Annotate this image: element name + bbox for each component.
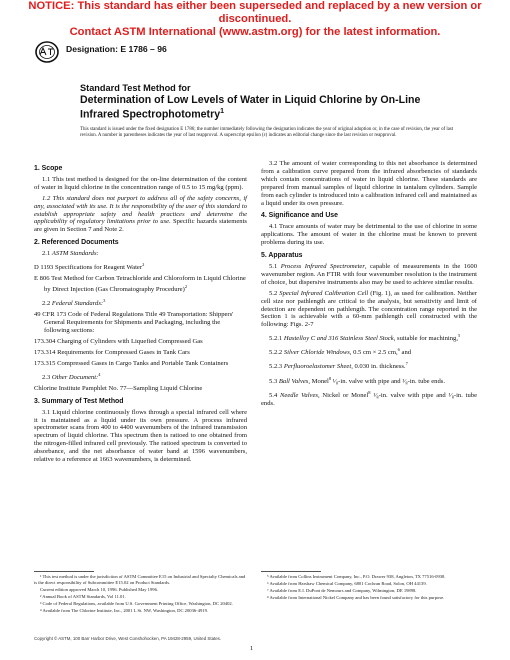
p5-2-3-rest: , 0.030 in. thickness. [351, 363, 406, 371]
p5-3-end: ¹⁄₈-in. valve with pipe and ¹⁄₈-in. tube ends. [331, 377, 445, 385]
p5-2-lead: 5.2 [269, 289, 280, 297]
summary-heading: 3. Summary of Test Method [34, 397, 124, 405]
p5-3-rest: , Monel [308, 377, 329, 385]
p5-2-3-italic: Perfluoroelastomer Sheet [283, 363, 352, 371]
ref-49cfr173: 49 CFR 173 Code of Federal Regulations Title 49 Transportation: Shippers' General Requirements for Shipments and Packaging, including the following sections: [34, 311, 234, 335]
astm-label-text: ASTM Standards: [51, 250, 99, 258]
copyright-line: Copyright © ASTM, 100 Barr Harbor Drive, West Conshohocken, PA 19428-2959, United States. [34, 636, 222, 641]
para-3-2: 3.2 The amount of water corresponding to this net absorbance is determined from a calibration curve prepared from the infrared absorbencies of standards which contain concentrations of water in liquid chlorine. These standards are prepared from manual samples of liquid chlorine in tantalum cylinders. Sample from each cylinder is introduced into a calibration infrared cell and maintained as a liquid under its own pressure. [261, 160, 477, 207]
para-1-2-italic: 1.2 This standard does not purport to address all of the safety concerns, if any, associated with its use. It is the responsibility of the user of this standard to establish appropriate safety and health practices and determine the applicability of regulatory limitations prior to use. [34, 194, 247, 226]
left-column [34, 160, 247, 467]
para-1-2-rest: Specific hazards statements are given in Section 7 and Note 2. [34, 218, 247, 234]
other-label-text: Other Document: [51, 373, 99, 381]
footnote-7: ⁷ Available from E.I. DuPont de Nemours and Company, Wilmington, DE 19898. [267, 588, 417, 593]
p5-2-1-fn: 5 [458, 333, 461, 339]
designation: Designation: E 1786 – 96 [66, 44, 167, 54]
p5-2-1-italic: Hastelloy C and 316 Stainless Steel Stock [283, 335, 394, 343]
p5-2-rest: (Fig. 1), as used for calibration. Neither cell size nor pathlength are critical to the analysis, but sensitivity and limit of detection are dependent on pathlength. The concentration range reported in the Section 1 is achievable with a 60-mm pathlength cell constructed with the following: Figs. 2-7 [261, 289, 478, 329]
footnote-8: ⁸ Available from International Nickel Company and has been found satisfactory for this purpose. [267, 595, 445, 600]
other-label-num: 2.3 [42, 373, 52, 381]
footnotes-right [261, 574, 477, 602]
document-title [80, 94, 430, 121]
astm-label-num: 2.1 [42, 250, 52, 258]
footnote-1-edition: Current edition approved March 10, 1996. Published May 1996. [40, 586, 159, 592]
notice-line-2: Contact ASTM International (www.astm.org) for the latest information. [69, 26, 441, 38]
federal-label-text: Federal Standards: [51, 300, 104, 308]
p5-2-2-italic: Silver Chloride Windows [283, 349, 350, 357]
supersede-notice [0, 0, 510, 39]
para-3-1: 3.1 Liquid chlorine continuously flows through a special infrared cell where it is maintained as a liquid under its own pressure. A process infrared spectrometer scans from 400 to 4400 wavenumbers of the infrared transmission spectrum of liquid chlorine. This spectrum then is ratioed to one obtained from the nitrogen-filled infrared cell previously. The ratioed spectrum is converted to absorbance, and the net absorbance of water band at 1596 wavenumbers, relative to a reference at 1663 wavenumbers, is determined. [34, 408, 247, 464]
ref-d1193-fn: 2 [142, 262, 145, 268]
p5-3-italic: Ball Valves [278, 377, 309, 385]
p5-2-3-lead: 5.2.3 [269, 363, 284, 371]
p5-4-lead: 5.4 [269, 391, 281, 399]
p5-4-italic: Needle Valves [280, 391, 318, 399]
federal-fn: 3 [103, 298, 106, 304]
ref-173-304: 173.304 Charging of Cylinders with Liquefied Compressed Gas [34, 337, 203, 345]
apparatus-heading: 5. Apparatus [261, 252, 303, 260]
ref-e806-text: E 806 Test Method for Carbon Tetrachloride and Chloroform in Liquid Chlorine by Direct Injection (Gas Chromatography Procedure) [34, 275, 246, 294]
footnote-1: ¹ This test method is under the jurisdiction of ASTM Committee E15 on Industrial and Specialty Chemicals and is the direct responsibility of Subcommittee E15.02 on Product Standards. [34, 574, 246, 585]
footnote-rule-left [34, 571, 94, 572]
ref-d1193-text: D 1193 Specifications for Reagent Water [34, 264, 143, 272]
p5-1-rest: , capable of measurements in the 1600 wavenumber region. An FTIR with four wavenumber resolution is the instrument of choice, but dispersive instruments also may be used to achieve similar results. [261, 262, 477, 286]
p5-3-lead: 5.3 [269, 377, 279, 385]
p5-4-fn: 8 [368, 389, 371, 395]
para-5-4 [261, 389, 477, 408]
federal-label-num: 2.2 [42, 300, 52, 308]
notice-line-1: NOTICE: This standard has either been superseded and replaced by a new version or discontinued. [28, 0, 482, 25]
p5-2-2-end: and [399, 349, 412, 357]
astm-standards-label [34, 250, 247, 258]
footnote-3: ³ Code of Federal Regulations, available from U.S. Government Printing Office, Washington, DC 20402. [40, 600, 233, 606]
ref-173-314: 173.314 Requirements for Compressed Gases in Tank Cars [34, 348, 190, 356]
para-5-2-2 [261, 346, 477, 357]
issued-note: This standard is issued under the fixed designation E 1786; the number immediately following the designation indicates the year of original adoption or, in the case of revision, the year of last revision. A number in parentheses indicates the year of last reapproval. A superscript epsilon (ε) indicates an editorial change since the last revision or reapproval. [80, 127, 454, 138]
title-text: Determination of Low Levels of Water in Liquid Chlorine by On-Line Infrared Spectrophotometry [80, 94, 421, 121]
p5-4-rest: , Nickel or Monel [317, 391, 369, 399]
p5-2-1-rest: , suitable for machining, [393, 335, 459, 343]
footnote-5: ⁵ Available from Collins Instrument Company, Inc., P.O. Drawer 938, Angleton, TX 77516-0938. [267, 574, 446, 579]
p5-2-1-lead: 5.2.1 [269, 335, 284, 343]
title-footnote-ref: 1 [220, 108, 224, 116]
p5-2-2-lead: 5.2.2 [269, 349, 284, 357]
footnote-2: ² Annual Book of ASTM Standards, Vol 11.01. [40, 593, 126, 599]
footnote-rule-right [261, 571, 321, 572]
ref-173-315: 173.315 Compressed Gases in Cargo Tanks and Portable Tank Containers [34, 359, 229, 367]
para-1-1: 1.1 This test method is designed for the on-line determination of the content of water in liquid chlorine in the concentration range of 0.5 to 15 mg/kg (ppm). [34, 175, 247, 191]
para-5-2-3 [261, 360, 477, 371]
ref-chlorine-pamphlet: Chlorine Institute Pamphlet No. 77—Sampling Liquid Chlorine [34, 384, 203, 392]
federal-standards-label [34, 297, 247, 308]
para-5-3 [261, 375, 477, 386]
para-5-2 [261, 290, 477, 330]
ref-e806-fn: 2 [184, 284, 188, 290]
p5-1-italic: Process Infrared Spectrometer [280, 262, 365, 270]
p5-2-3-fn: 7 [405, 361, 408, 367]
p5-2-2-fn: 6 [397, 347, 400, 353]
p5-4-end: ¹⁄₈-in. valve with pipe and ¹⁄₈-in. tube ends. [261, 391, 477, 407]
page-number: 1 [250, 645, 254, 652]
astm-logo-icon [34, 41, 60, 63]
standard-label: Standard Test Method for [80, 83, 191, 93]
other-document-label [34, 371, 247, 382]
p5-2-italic: Special Infrared Calibration Cell [279, 289, 369, 297]
para-5-1 [261, 263, 477, 287]
footnote-6: ⁶ Available from Harshaw Chemical Company, 6801 Cochran Road, Solon, OH 44139. [267, 581, 427, 586]
other-fn: 4 [98, 371, 101, 377]
p5-3-fn: 8 [328, 375, 332, 381]
footnote-4: ⁴ Available from The Chlorine Institute, Inc., 2001 L St. NW, Washington, DC 20036-4919. [40, 607, 209, 613]
significance-heading: 4. Significance and Use [261, 212, 338, 220]
ref-d1193 [34, 261, 247, 272]
scope-heading: 1. Scope [34, 165, 63, 172]
para-5-2-1 [261, 332, 477, 343]
right-column [261, 160, 477, 411]
p5-1-lead: 5.1 [269, 262, 281, 270]
p5-2-2-rest: , 0.5 cm × 2.5 cm, [349, 349, 398, 357]
footnotes-left [34, 574, 247, 615]
para-4-1: 4.1 Trace amounts of water may be detrimental to the use of chlorine in some applications. The amount of water in the chlorine must be known to prevent problems during its use. [261, 223, 477, 247]
ref-e806 [34, 275, 247, 294]
para-1-2 [34, 195, 247, 235]
referenced-heading: 2. Referenced Documents [34, 239, 119, 247]
